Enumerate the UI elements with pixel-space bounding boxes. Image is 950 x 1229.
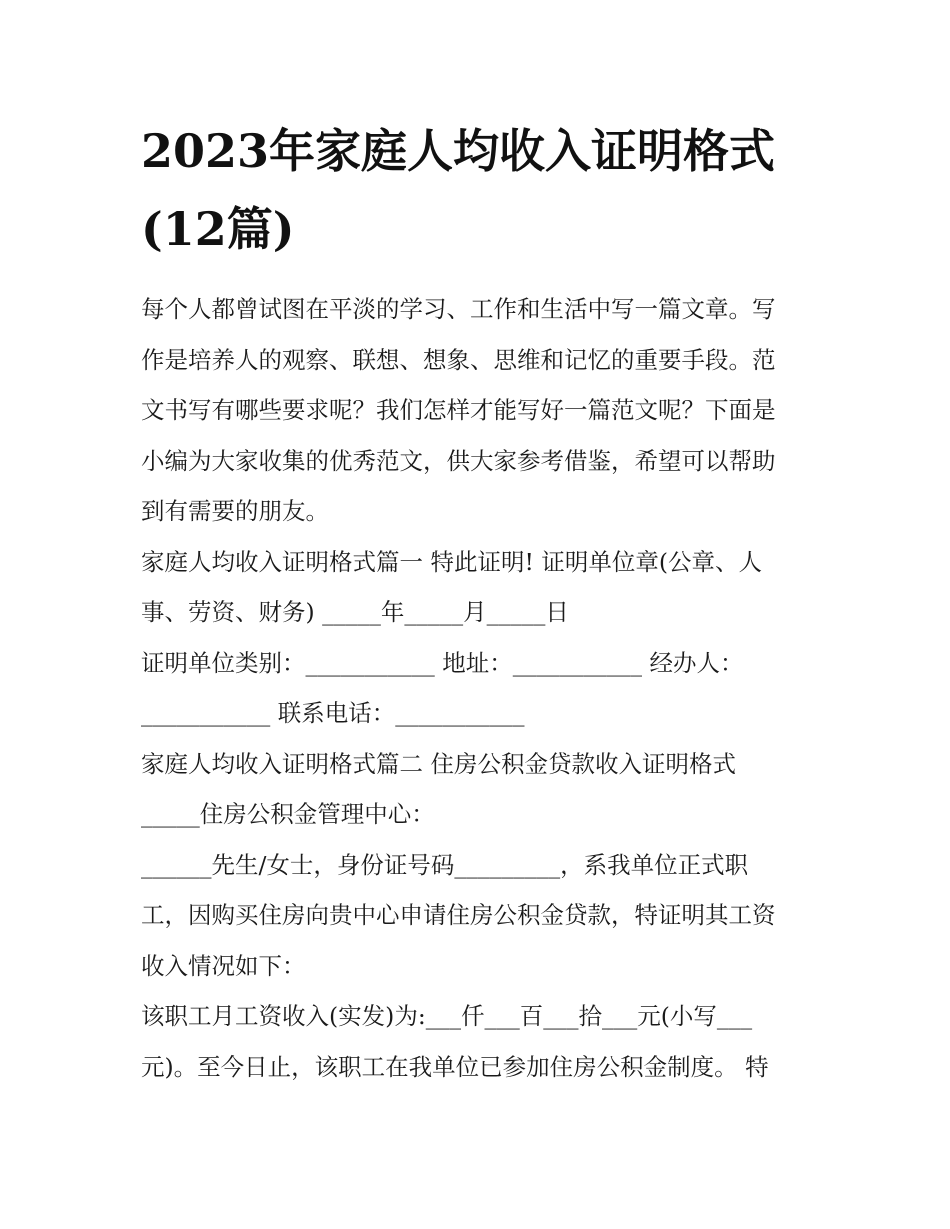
document-page [141, 112, 821, 1092]
text-line: 家庭人均收入证明格式篇一 特此证明! 证明单位章(公章、人 [141, 547, 763, 576]
text-line: 元)。至今日止，该职工在我单位已参加住房公积金制度。 特 [141, 1052, 769, 1081]
text-line: 小编为大家收集的优秀范文，供大家参考借鉴，希望可以帮助 [141, 446, 776, 475]
text-line: 文书写有哪些要求呢？我们怎样才能写好一篇范文呢？下面是 [141, 396, 776, 424]
text-line: 证明单位类别：___________ 地址：___________ 经办人： [141, 648, 744, 677]
section-two-heading [141, 739, 821, 790]
section-one-paragraph [141, 537, 821, 638]
title-line-2: (12篇) [141, 202, 295, 256]
addressee-paragraph [141, 789, 821, 840]
document-title [141, 112, 811, 268]
text-line: 作是培养人的观察、联想、想象、思维和记忆的重要手段。范 [141, 345, 776, 374]
intro-paragraph [141, 284, 821, 537]
text-line: 事、劳资、财务) _____年_____月_____日 [141, 598, 569, 626]
text-line: 该职工月工资收入(实发)为:___仟___百___拾___元(小写___ [141, 1002, 753, 1030]
text-line: 工，因购买住房向贵中心申请住房公积金贷款，特证明其工资 [141, 901, 776, 929]
title-line-1: 2023年家庭人均收入证明格式 [141, 124, 776, 178]
applicant-paragraph [141, 840, 821, 992]
certifier-info-paragraph [141, 638, 821, 739]
text-line: 每个人都曾试图在平淡的学习、工作和生活中写一篇文章。写 [141, 295, 776, 323]
salary-paragraph [141, 991, 821, 1092]
text-line: ______先生/女士，身份证号码_________，系我单位正式职 [141, 850, 749, 879]
document-body [141, 284, 821, 1092]
text-line: 到有需要的朋友。 [141, 497, 329, 525]
text-line: _____住房公积金管理中心： [141, 800, 435, 828]
text-line: ___________ 联系电话：___________ [141, 699, 525, 727]
text-line: 收入情况如下： [141, 951, 306, 980]
text-line: 家庭人均收入证明格式篇二 住房公积金贷款收入证明格式 [141, 749, 736, 778]
